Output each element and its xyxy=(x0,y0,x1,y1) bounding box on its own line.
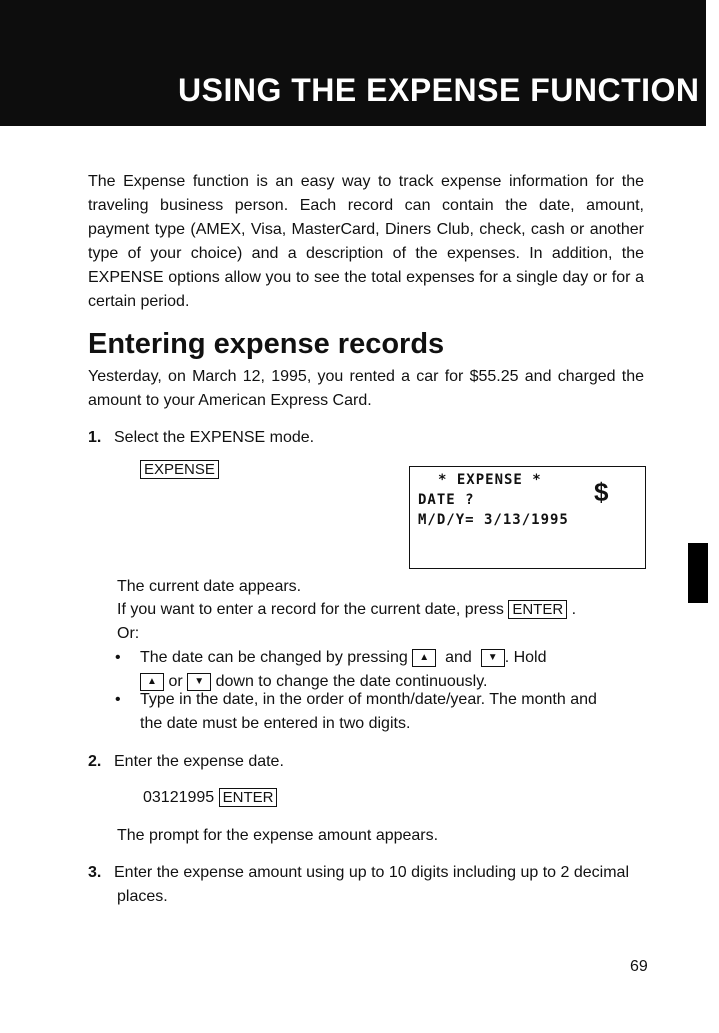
down-arrow-key[interactable]: ▼ xyxy=(187,673,211,691)
enter-key[interactable]: ENTER xyxy=(219,788,278,807)
step-number: 3. xyxy=(88,864,102,881)
enter-key[interactable]: ENTER xyxy=(508,600,567,619)
bullet-1-continuation: down to change the date continuously. xyxy=(215,673,488,690)
page-number: 69 xyxy=(630,958,648,975)
step-text: Enter the expense amount using up to 10 digits including up to 2 decimal xyxy=(114,864,629,881)
down-arrow-key[interactable]: ▼ xyxy=(481,649,505,667)
bullet-dot-1: • xyxy=(115,649,121,666)
page-header xyxy=(0,0,719,126)
step-3-continuation: places. xyxy=(117,888,168,905)
bullet-1-hold: . Hold xyxy=(504,649,547,666)
bullet-2-line-2: the date must be entered in two digits. xyxy=(140,715,411,732)
step-2 xyxy=(88,750,284,774)
step-text: Select the EXPENSE mode. xyxy=(114,429,315,446)
step-1 xyxy=(88,426,314,450)
bullet-dot-2: • xyxy=(115,691,121,708)
lcd-line-3: M/D/Y= 3/13/1995 xyxy=(418,512,569,528)
dollar-icon: $ xyxy=(594,477,609,507)
lcd-display xyxy=(409,466,646,569)
expense-key[interactable]: EXPENSE xyxy=(140,460,219,479)
header-edge xyxy=(706,0,719,126)
up-arrow-key[interactable]: ▲ xyxy=(140,673,164,691)
step-3 xyxy=(88,861,629,885)
page-title: USING THE EXPENSE FUNCTION xyxy=(178,72,700,108)
amount-prompt-note: The prompt for the expense amount appears. xyxy=(117,827,439,844)
intro-paragraph: The Expense function is an easy way to track expense information for the traveling business person. Each record can contain the date, amount, payment type (AMEX, Visa, MasterCard, Diners Club, check, cash or another type of your choice) and a description of the expenses. In addition, the EXPENSE options allow you to see the total expenses for a single day or for a certain period. xyxy=(88,173,644,310)
or-label: Or: xyxy=(117,625,140,642)
current-date-instruction: If you want to enter a record for the current date, press ENTER . xyxy=(117,601,577,618)
step-number: 2. xyxy=(88,753,102,770)
and-word: and xyxy=(445,649,472,666)
or-word: or xyxy=(168,673,183,690)
lcd-line-2: DATE ? xyxy=(418,492,475,508)
step-number: 1. xyxy=(88,429,102,446)
expense-key-area xyxy=(140,458,219,482)
current-date-note: The current date appears. xyxy=(117,578,302,595)
date-input-value: 03121995 xyxy=(143,789,215,806)
up-arrow-key[interactable]: ▲ xyxy=(412,649,436,667)
step-text: Enter the expense date. xyxy=(114,753,284,770)
lcd-line-1: * EXPENSE * xyxy=(438,472,542,488)
bullet-1-text: The date can be changed by pressing xyxy=(140,649,408,666)
instruction-text: If you want to enter a record for the current date, press xyxy=(117,601,504,618)
section-title: Entering expense records xyxy=(88,328,445,360)
bullet-2-line-1: Type in the date, in the order of month/date/year. The month and xyxy=(140,691,597,708)
chapter-tab xyxy=(688,543,708,603)
date-entry-example xyxy=(143,786,277,810)
bullet-1-line-1 xyxy=(140,646,546,670)
scenario-paragraph: Yesterday, on March 12, 1995, you rented a car for $55.25 and charged the amount to your American Express Card. xyxy=(88,368,644,409)
